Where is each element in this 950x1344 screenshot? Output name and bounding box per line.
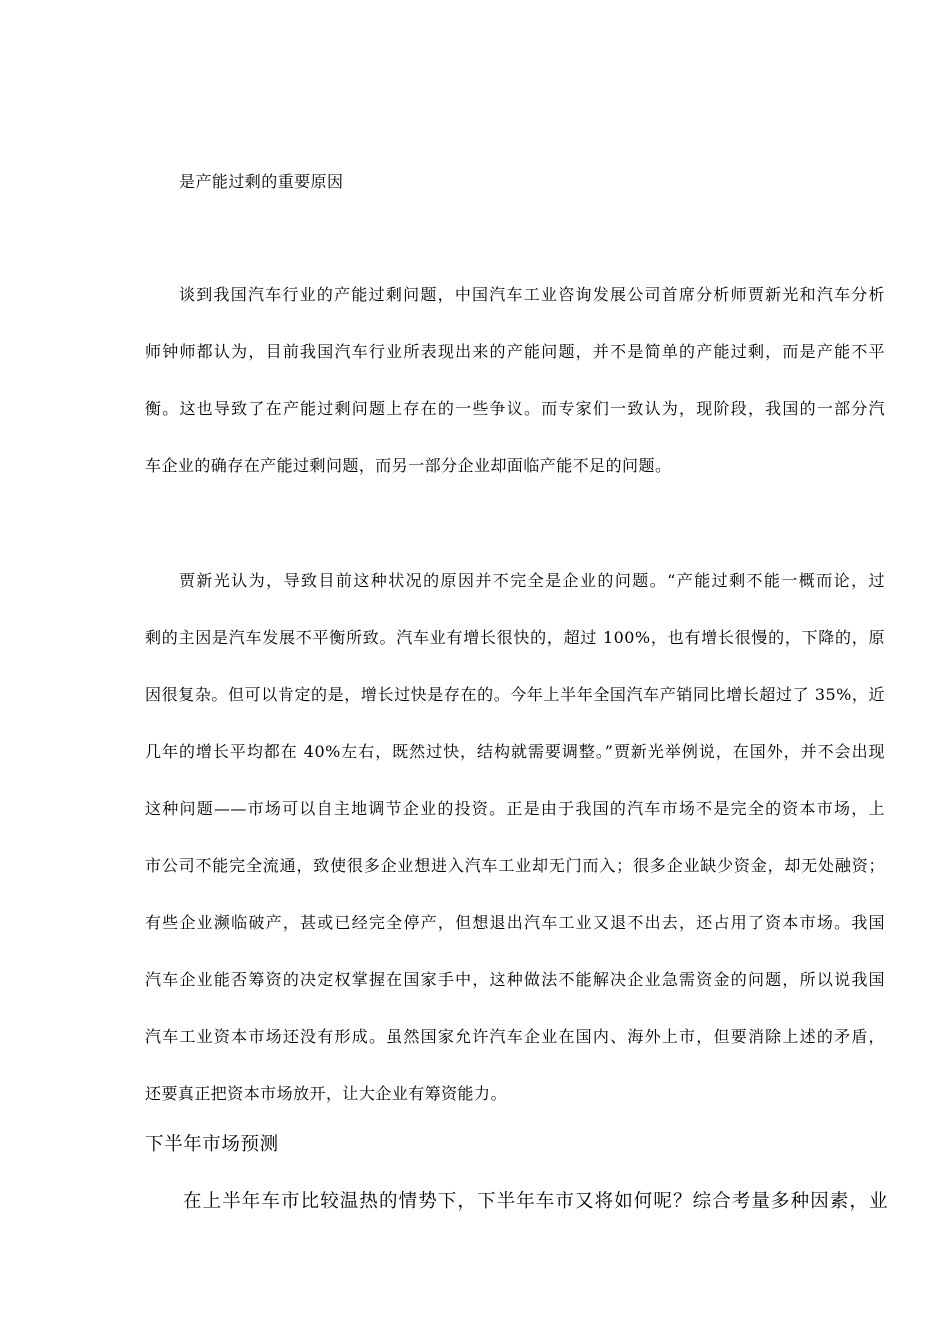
paragraph-line: 在上半年车市比较温热的情势下，下半年车市又将如何呢？综合考量多种因素，业 [183,1191,889,1212]
paragraph-line: 车企业的确存在产能过剩问题，而另一部分企业却面临产能不足的问题。 [145,456,672,475]
paragraph-line: 谈到我国汽车行业的产能过剩问题，中国汽车工业咨询发展公司首席分析师贾新光和汽车分析 [179,285,885,304]
paragraph-line: 汽车企业能否筹资的决定权掌握在国家手中，这种做法不能解决企业急需资金的问题，所以说我国 [145,970,885,989]
paragraph-line: 几年的增长平均都在 40%左右，既然过快，结构就需要调整。”贾新光举例说，在国外，并不会出现 [145,742,885,761]
paragraph-line: 汽车工业资本市场还没有形成。虽然国家允许汽车企业在国内、海外上市，但要消除上述的矛盾， [145,1027,885,1046]
section-heading: 下半年市场预测 [145,1134,279,1155]
paragraph-line: 还要真正把资本市场放开，让大企业有筹资能力。 [145,1084,507,1103]
paragraph-line: 市公司不能完全流通，致使很多企业想进入汽车工业却无门而入；很多企业缺少资金，却无处融资； [145,856,885,875]
paragraph-line: 因很复杂。但可以肯定的是，增长过快是存在的。今年上半年全国汽车产销同比增长超过了 35%，近 [145,685,885,704]
paragraph-line: 师钟师都认为，目前我国汽车行业所表现出来的产能问题，并不是简单的产能过剩，而是产能不平 [145,342,885,361]
paragraph-line: 剩的主因是汽车发展不平衡所致。汽车业有增长很快的，超过 100%，也有增长很慢的，下降的，原 [145,628,885,647]
paragraph-line: 这种问题——市场可以自主地调节企业的投资。正是由于我国的汽车市场不是完全的资本市场，上 [145,799,885,818]
paragraph-line: 贾新光认为，导致目前这种状况的原因并不完全是企业的问题。“产能过剩不能一概而论，过 [179,571,885,590]
section-fragment-title: 是产能过剩的重要原因 [179,172,344,191]
paragraph-line: 有些企业濒临破产，甚或已经完全停产，但想退出汽车工业又退不出去，还占用了资本市场。我国 [145,913,885,932]
paragraph-line: 衡。这也导致了在产能过剩问题上存在的一些争议。而专家们一致认为，现阶段，我国的一部分汽 [145,399,885,418]
